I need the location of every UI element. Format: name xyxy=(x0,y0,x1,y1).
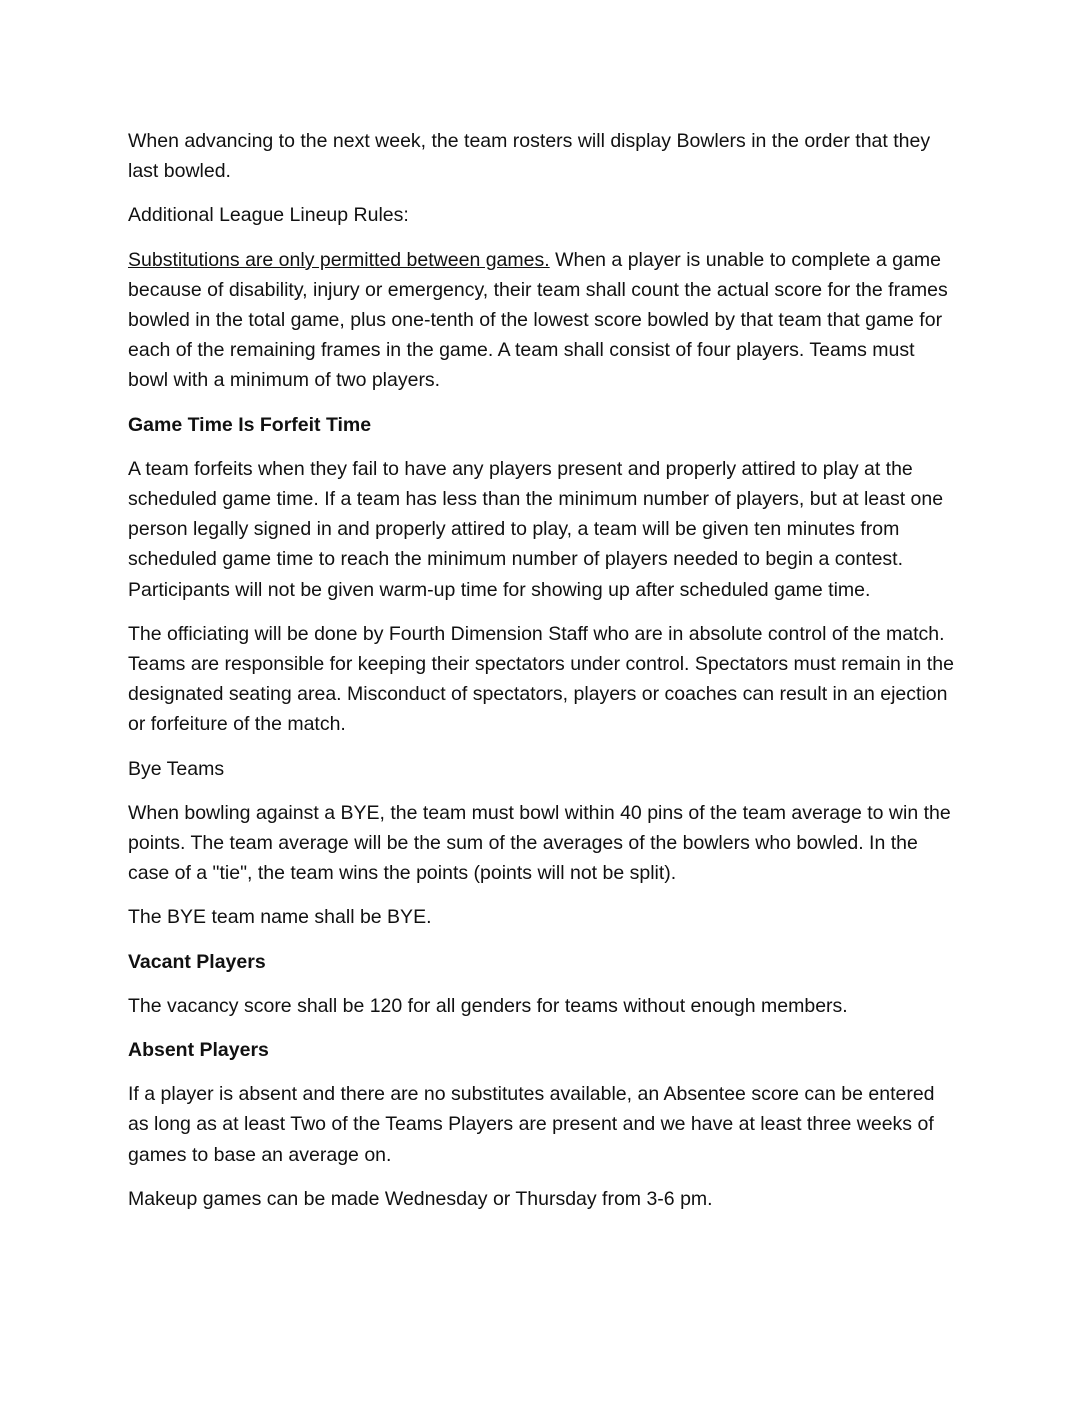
paragraph-additional-rules-label: Additional League Lineup Rules: xyxy=(128,204,409,227)
heading-vacant-players: Vacant Players xyxy=(128,950,266,973)
paragraph-officiating: The officiating will be done by Fourth Dimension Staff who are in absolute control of the match. Teams are responsible for keeping their spectators under control. Spectators must remain in the designated seating area. Misconduct of spectators, players or coaches can result in an ejection or forfeiture of the match. xyxy=(128,622,954,736)
paragraph-makeup-games: Makeup games can be made Wednesday or Thursday from 3-6 pm. xyxy=(128,1187,713,1210)
paragraph-vacant: The vacancy score shall be 120 for all genders for teams without enough members. xyxy=(128,994,848,1017)
paragraph-roster-order: When advancing to the next week, the team rosters will display Bowlers in the order that they last bowled. xyxy=(128,130,931,183)
paragraph-bye-rules: When bowling against a BYE, the team must bowl within 40 pins of the team average to win the points. The team average will be the sum of the averages of the bowlers who bowled. In the case of a "tie", the team wins the points (points will not be split). xyxy=(128,801,951,885)
paragraph-forfeit: A team forfeits when they fail to have any players present and properly attired to play at the scheduled game time. If a team has less than the minimum number of players, but at least one person legally signed in and properly attired to play, a team will be given ten minutes from scheduled game time to reach the minimum number of players needed to begin a contest. Participants will not be given warm-up time for showing up after scheduled game time. xyxy=(128,457,944,601)
paragraph-absent: If a player is absent and there are no substitutes available, an Absentee score can be entered as long as at least Two of the Teams Players are present and we have at least three weeks of games to base an average on. xyxy=(128,1083,935,1166)
document-page xyxy=(128,126,958,1228)
paragraph-substitutions xyxy=(128,245,958,396)
substitutions-underlined-text: Substitutions are only permitted between games. xyxy=(128,248,550,271)
heading-absent-players: Absent Players xyxy=(128,1039,269,1062)
heading-forfeit-time: Game Time Is Forfeit Time xyxy=(128,413,372,436)
paragraph-bye-teams-label: Bye Teams xyxy=(128,757,225,780)
substitutions-body-text: When a player is unable to complete a game because of disability, injury or emergency, their team shall count the actual score for the frames bowled in the total game, plus one-tenth of the lowest score bowled by that team that game for each of the remaining frames in the game. A team shall consist of four players. Teams must bowl with a minimum of two players. xyxy=(128,248,948,392)
paragraph-bye-name: The BYE team name shall be BYE. xyxy=(128,906,432,929)
